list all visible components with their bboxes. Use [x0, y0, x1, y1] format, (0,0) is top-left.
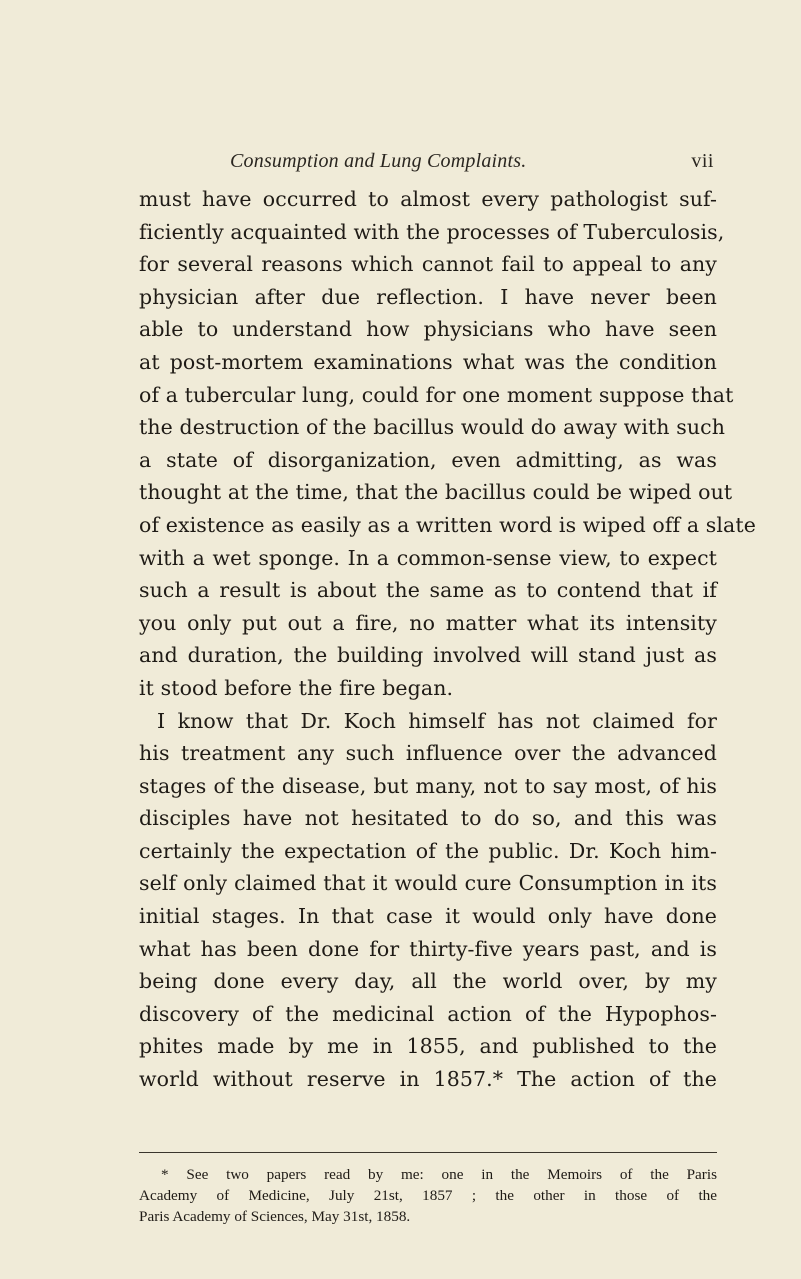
text-line: and duration, the building involved will stand just as [139, 643, 717, 668]
text-line: disciples have not hesitated to do so, and this was [139, 806, 717, 831]
text-line: world without reserve in 1857.* The action of the [139, 1067, 717, 1092]
text-line: the destruction of the bacillus would do away with such [139, 415, 726, 440]
page-number: vii [691, 150, 714, 172]
text-line: phites made by me in 1855, and published to the [139, 1034, 717, 1059]
text-line: a state of disorganization, even admitting, as was [139, 447, 717, 472]
footnote-divider [139, 1152, 717, 1153]
text-line: for several reasons which cannot fail to appeal to any [139, 252, 717, 277]
text-line: able to understand how physicians who have seen [139, 317, 717, 342]
body-text [139, 183, 756, 1096]
text-line: self only claimed that it would cure Consumption in its [139, 871, 717, 896]
footnote-line: Paris Academy of Sciences, May 31st, 1858. [139, 1208, 411, 1225]
text-line: stages of the disease, but many, not to say most, of his [139, 773, 717, 798]
running-title: Consumption and Lung Complaints. [230, 150, 527, 172]
text-line: initial stages. In that case it would only have done [139, 904, 717, 929]
text-line: certainly the expectation of the public. Dr. Koch him- [139, 838, 717, 863]
text-line: of a tubercular lung, could for one moment suppose that [139, 382, 734, 407]
text-line: you only put out a fire, no matter what its intensity [139, 610, 717, 635]
text-line: thought at the time, that the bacillus could be wiped out [139, 480, 733, 505]
footnote [139, 1164, 717, 1227]
text-line: being done every day, all the world over, by my [139, 969, 717, 994]
text-line: with a wet sponge. In a common-sense view, to expect [139, 545, 717, 570]
text-line: of existence as easily as a written word is wiped off a slate [139, 512, 756, 537]
footnote-line: * See two papers read by me: one in the Memoirs of the Paris [161, 1166, 717, 1183]
text-line: it stood before the fire began. [139, 675, 454, 700]
text-line: such a result is about the same as to contend that if [139, 578, 717, 603]
text-line: must have occurred to almost every pathologist suf- [139, 187, 717, 211]
text-line: his treatment any such influence over the advanced [139, 741, 717, 766]
text-line: at post-mortem examinations what was the condition [139, 349, 717, 374]
page-header [230, 150, 714, 178]
footnote-line: Academy of Medicine, July 21st, 1857 ; the other in those of the [139, 1187, 717, 1204]
text-line: ficiently acquainted with the processes of Tuberculosis, [139, 219, 725, 244]
text-line: I know that Dr. Koch himself has not claimed for [157, 708, 717, 733]
text-line: what has been done for thirty-five years past, and is [139, 936, 717, 961]
text-line: physician after due reflection. I have never been [139, 284, 717, 309]
text-line: discovery of the medicinal action of the Hypophos- [139, 1001, 717, 1026]
